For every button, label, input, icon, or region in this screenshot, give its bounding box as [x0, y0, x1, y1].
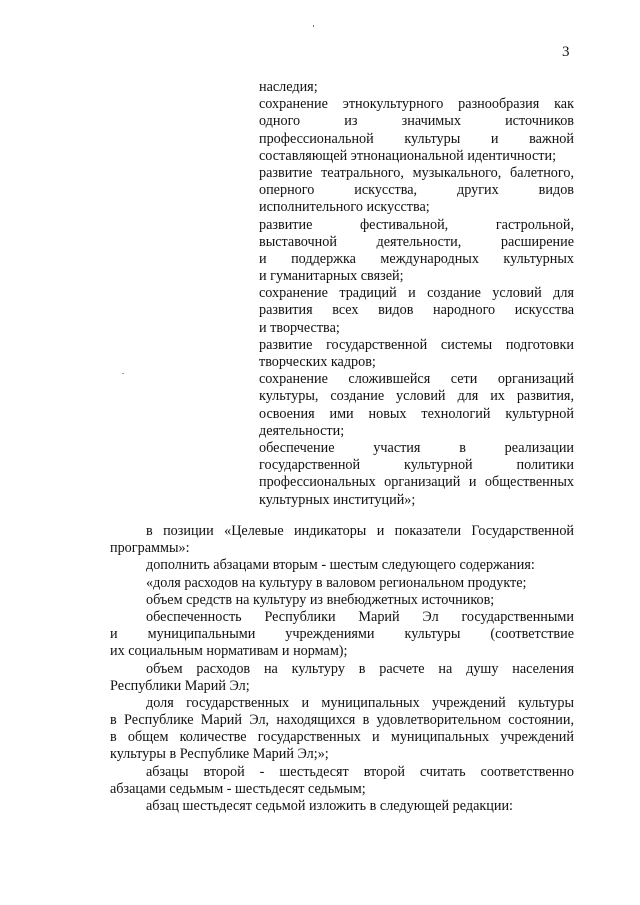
- right-column-line: составляющей этнонациональной идентичности;: [259, 147, 557, 164]
- right-column-line: сохранение сложившейся сети организаций: [259, 371, 574, 388]
- page-number: 3: [562, 44, 570, 60]
- right-column-line: развития всех видов народного искусства: [259, 302, 574, 319]
- right-column-line: развитие театрального, музыкального, балетного,: [259, 164, 574, 181]
- right-column-line: и гуманитарных связей;: [259, 268, 404, 285]
- right-column-line: и поддержка международных культурных: [259, 250, 574, 267]
- right-column-line: и творчества;: [259, 319, 340, 336]
- body-text-line: обеспеченность Республики Марий Эл государственными: [146, 608, 574, 625]
- body-text-line: культуры в Республике Марий Эл;»;: [110, 746, 329, 763]
- right-column-line: развитие государственной системы подготовки: [259, 336, 574, 353]
- right-column-line: государственной культурной политики: [259, 457, 574, 474]
- scan-mark: [313, 25, 314, 27]
- right-column-line: одного из значимых источников: [259, 113, 574, 130]
- body-text-line: в Республике Марий Эл, находящихся в удовлетворительном состоянии,: [110, 712, 574, 729]
- scan-speck: [122, 373, 124, 374]
- body-text-line: дополнить абзацами вторым - шестым следующего содержания:: [146, 557, 535, 574]
- main-body-text: [110, 523, 574, 815]
- right-column-line: сохранение этнокультурного разнообразия как: [259, 96, 574, 113]
- right-column-line: творческих кадров;: [259, 354, 376, 370]
- body-text-line: доля государственных и муниципальных учреждений культуры: [146, 694, 574, 711]
- body-text-line: программы»:: [110, 540, 190, 557]
- right-column-line: обеспечение участия в реализации: [259, 439, 574, 456]
- right-column-line: оперного искусства, других видов: [259, 182, 574, 199]
- right-column-line: освоения ими новых технологий культурной: [259, 405, 574, 422]
- right-column-line: культурных институций»;: [259, 491, 416, 508]
- right-column-line: исполнительного искусства;: [259, 199, 430, 216]
- body-text-line: абзацы второй - шестьдесят второй считать соответственно: [146, 763, 574, 780]
- body-text-line: Республики Марий Эл;: [110, 677, 250, 694]
- right-column-line: культуры, создание условий для их развития,: [259, 388, 574, 405]
- right-column-line: выставочной деятельности, расширение: [259, 233, 574, 250]
- body-text-line: и муниципальными учреждениями культуры (соответствие: [110, 626, 574, 643]
- right-column-line: профессиональной культуры и важной: [259, 130, 574, 147]
- right-column-line: развитие фестивальной, гастрольной,: [259, 216, 574, 233]
- body-text-line: их социальным нормативам и нормам);: [110, 643, 348, 660]
- right-column-text: [259, 79, 574, 509]
- right-column-line: наследия;: [259, 79, 318, 95]
- right-column-line: деятельности;: [259, 422, 345, 439]
- right-column-line: профессиональных организаций и общественных: [259, 474, 574, 491]
- body-text-line: объем расходов на культуру в расчете на душу населения: [146, 660, 574, 677]
- body-text-line: в общем количестве государственных и муниципальных учреждений: [110, 729, 574, 746]
- body-text-line: абзацами седьмым - шестьдесят седьмым;: [110, 780, 366, 797]
- right-column-line: сохранение традиций и создание условий для: [259, 285, 574, 302]
- body-text-line: абзац шестьдесят седьмой изложить в следующей редакции:: [146, 798, 513, 814]
- body-text-line: в позиции «Целевые индикаторы и показатели Государственной: [146, 523, 574, 539]
- body-text-line: объем средств на культуру из внебюджетных источников;: [146, 591, 495, 608]
- body-text-line: «доля расходов на культуру в валовом региональном продукте;: [146, 574, 527, 591]
